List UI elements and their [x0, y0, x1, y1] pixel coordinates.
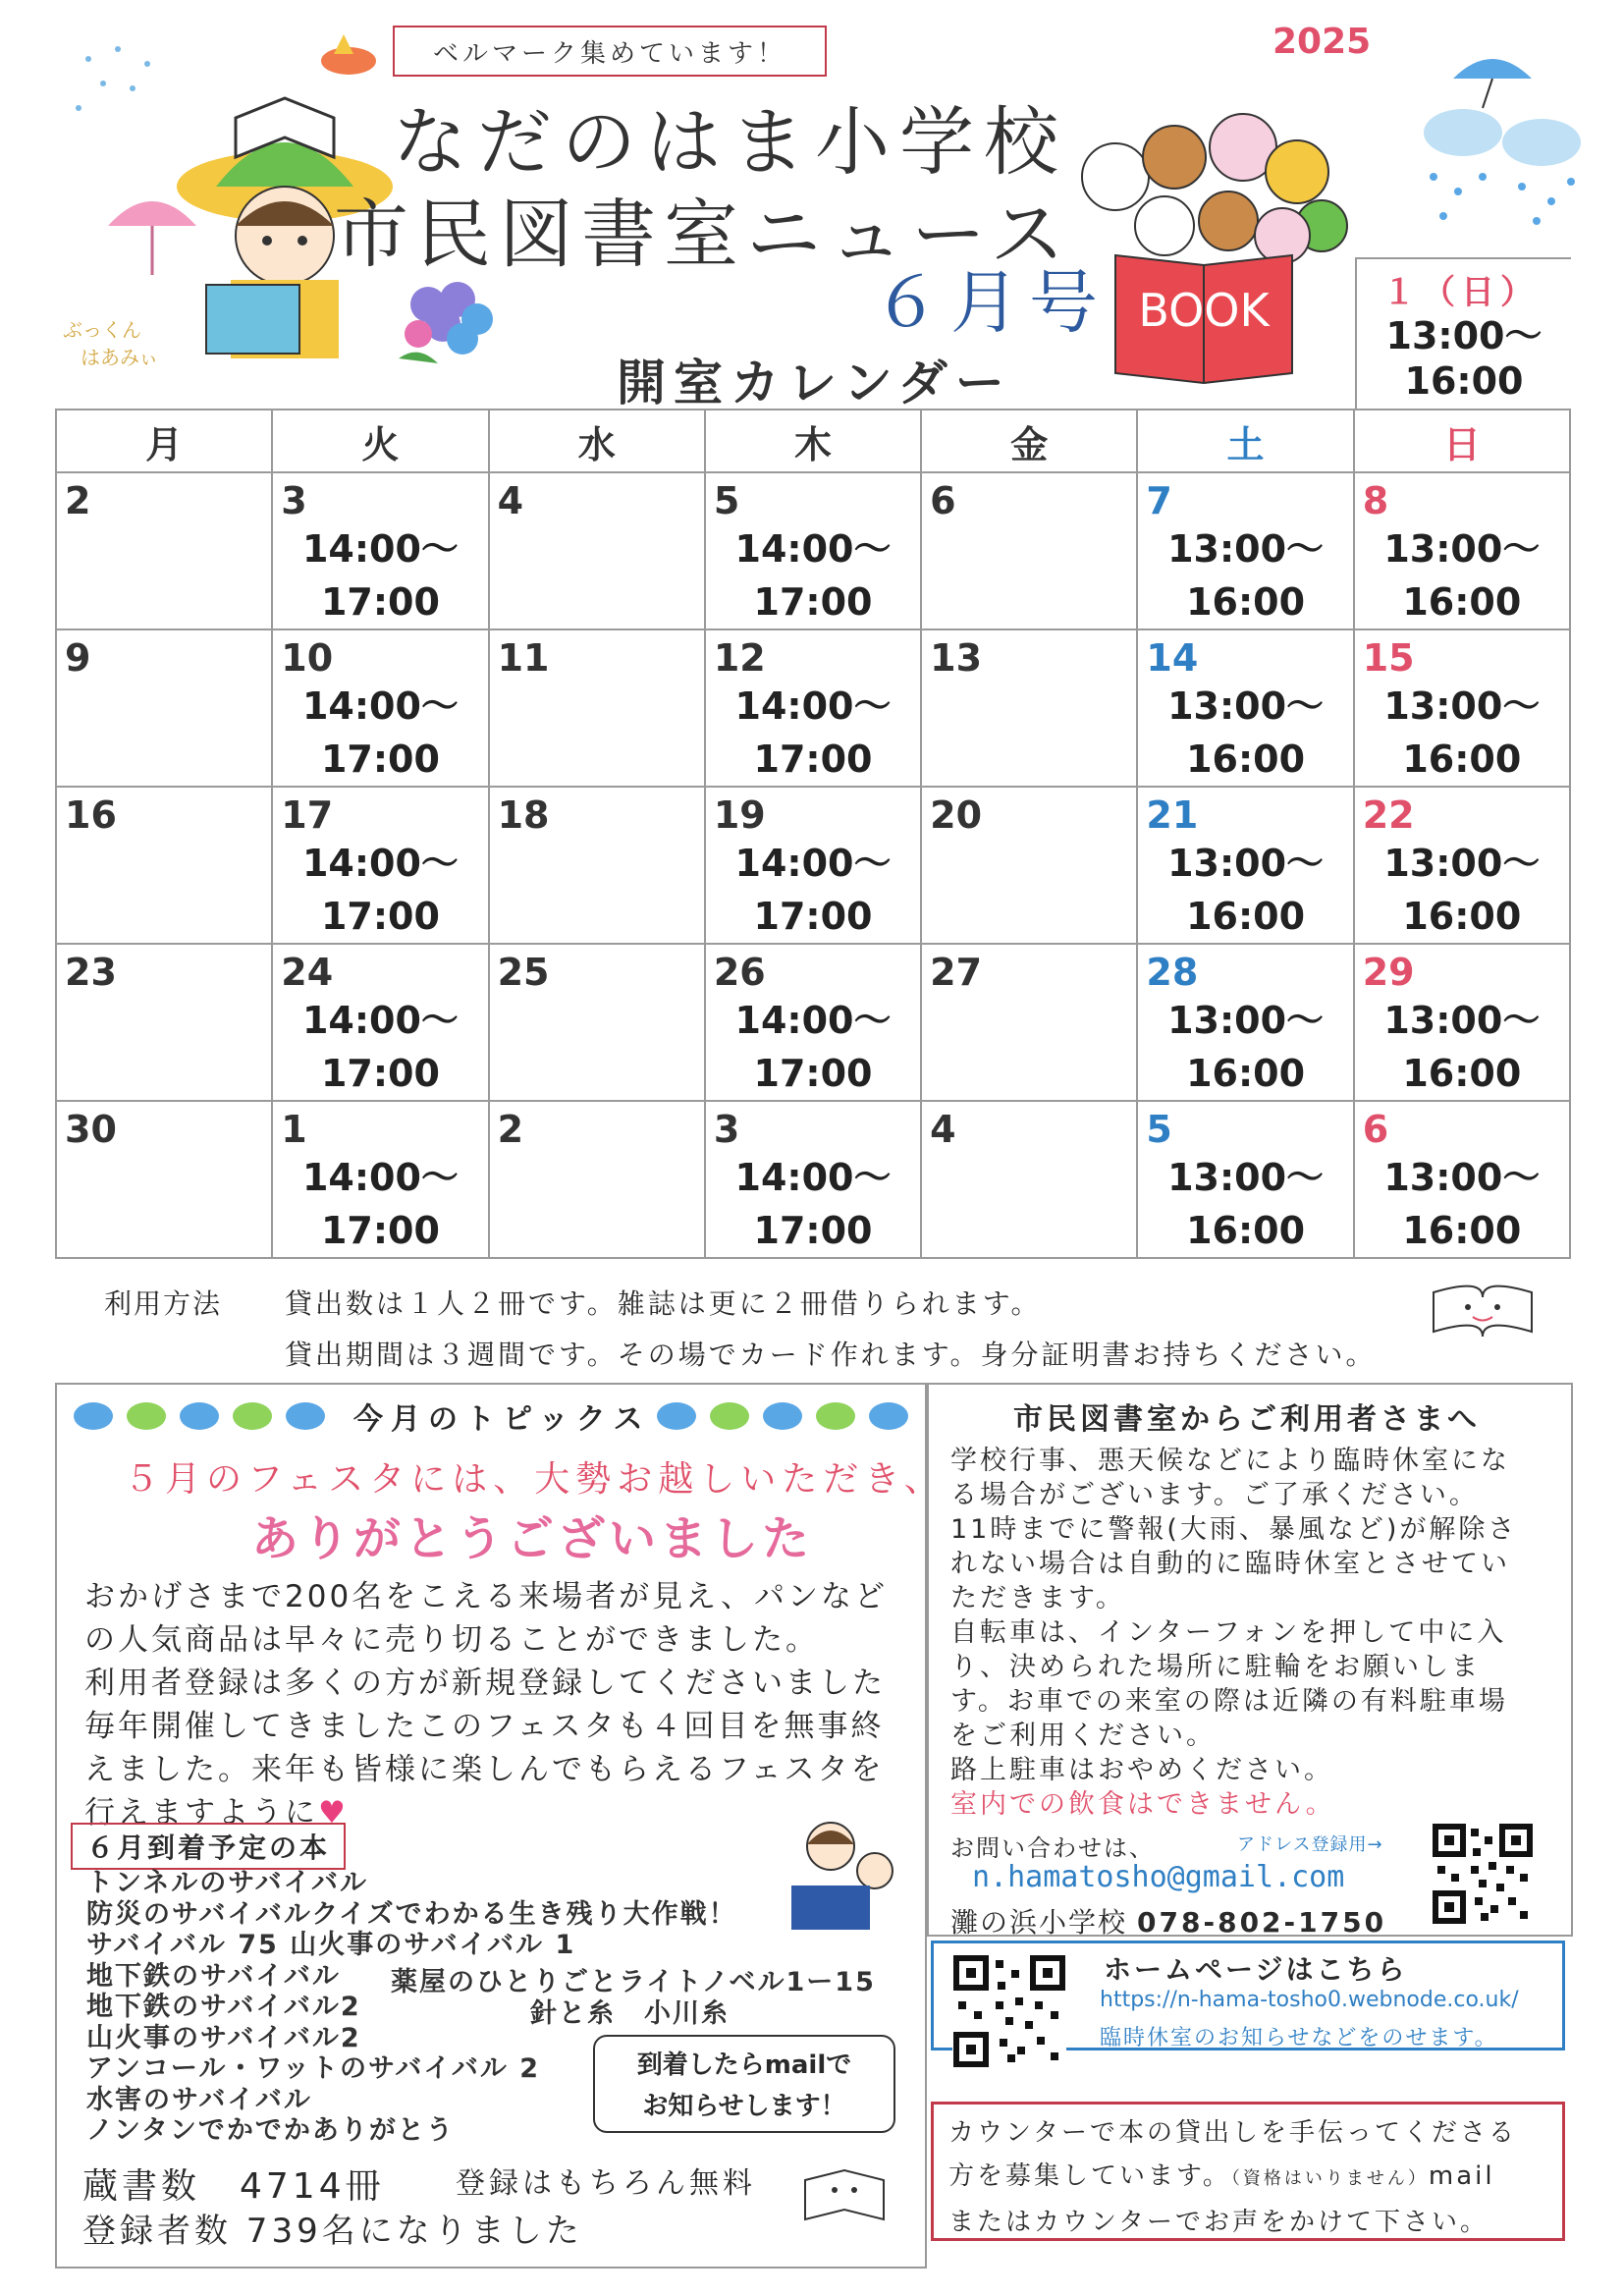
calendar-date: 6: [930, 479, 956, 522]
close-time: 17:00: [753, 580, 873, 624]
book-title: 地下鉄のサバイバル: [86, 1960, 341, 1992]
calendar-date: 27: [930, 951, 983, 994]
bubble-line1: 到着したらmailで: [636, 2050, 852, 2080]
homepage-title: ホームページはこちら: [1104, 1953, 1408, 1986]
hermit-crab-illustration: [314, 29, 383, 79]
calendar-day-cell: [489, 1101, 705, 1258]
reading-parent-child-illustration: [782, 1817, 909, 1935]
open-time: 14:00〜: [734, 842, 892, 885]
topics-title: 今月のトピックス: [353, 1402, 651, 1437]
calendar-date: 3: [713, 1108, 740, 1151]
close-time: 17:00: [320, 1052, 440, 1095]
calendar-date: 9: [65, 636, 91, 680]
message-line: り、決められた場所に駐輪をお願いしま: [950, 1652, 1481, 1682]
close-time: 17:00: [320, 895, 440, 938]
calendar-date: 3: [281, 479, 307, 522]
sunday-first-end: 16:00: [1404, 359, 1524, 403]
open-time: 13:00〜: [1167, 842, 1325, 885]
sunday-first-start: 13:00〜: [1385, 314, 1543, 357]
opening-hours: [273, 1151, 487, 1257]
open-time: 13:00〜: [1167, 999, 1325, 1042]
calendar-date: 15: [1362, 636, 1415, 680]
calendar-day-cell: [272, 1101, 488, 1258]
message-line: れない場合は自動的に臨時休室とさせてい: [950, 1549, 1510, 1579]
close-time: 16:00: [1186, 1052, 1306, 1095]
calendar-week-row: [56, 787, 1570, 944]
close-time: 17:00: [753, 1209, 873, 1252]
close-time: 17:00: [320, 1209, 440, 1252]
open-time: 13:00〜: [1383, 527, 1541, 571]
contact-email[interactable]: n.hamatosho@gmail.com: [972, 1860, 1345, 1894]
open-time: 14:00〜: [301, 999, 459, 1042]
opening-hours: [1355, 994, 1569, 1100]
calendar-day-cell: [1354, 944, 1570, 1101]
calendar-day-cell: [489, 944, 705, 1101]
open-time: 13:00〜: [1383, 842, 1541, 885]
weekday-tue: 火: [272, 410, 488, 472]
book-cover-text: BOOK: [1138, 284, 1270, 337]
message-line: 学校行事、悪天候などにより臨時休室にな: [950, 1446, 1510, 1476]
calendar-day-cell: [272, 787, 488, 944]
open-time: 13:00〜: [1167, 527, 1325, 571]
opening-hours: [1355, 837, 1569, 943]
message-line: す。お車での来室の際は近隣の有料駐車場: [950, 1686, 1508, 1717]
calendar-date: 20: [930, 793, 983, 837]
calendar-date: 2: [65, 479, 91, 522]
topics-body: [84, 1575, 909, 1834]
close-time: 16:00: [1186, 895, 1306, 938]
weekday-wed: 水: [489, 410, 705, 472]
calendar-date: 14: [1146, 636, 1199, 680]
calendar-date: 4: [497, 479, 524, 522]
calendar-date: 17: [281, 793, 334, 837]
frog-row-left-icon: [69, 1394, 334, 1434]
calendar-day-cell: [921, 787, 1137, 944]
calendar-date: 10: [281, 636, 334, 680]
open-time: 13:00〜: [1383, 684, 1541, 728]
weekday-fri: 金: [921, 410, 1137, 472]
calendar-date: 18: [497, 793, 550, 837]
opening-hours: [1138, 680, 1352, 786]
calendar-date: 22: [1362, 793, 1415, 837]
close-time: 16:00: [1186, 738, 1306, 781]
book-title: アンコール・ワットのサバイバル 2: [86, 2053, 541, 2084]
calendar-date: 6: [1362, 1108, 1389, 1151]
book-title: 山火事のサバイバル2: [86, 2022, 361, 2053]
message-line: 自転車は、インターフォンを押して中に入: [950, 1617, 1507, 1648]
member-count: 登録者数 739名になりました: [82, 2212, 583, 2251]
calendar-date: 28: [1146, 951, 1199, 994]
calendar-day-cell: [1137, 1101, 1353, 1258]
stock-count-text: 蔵書数 4714冊: [82, 2166, 385, 2207]
opening-hours: [273, 994, 487, 1100]
open-time: 14:00〜: [734, 999, 892, 1042]
calendar-day-cell: [1137, 787, 1353, 944]
topics-body-line: 毎年開催してきましたこのフェスタも４回目を無事終: [84, 1709, 885, 1744]
opening-hours: [1355, 522, 1569, 629]
stock-count: [82, 2159, 756, 2209]
opening-hours: [1138, 1151, 1352, 1257]
opening-hours: [273, 522, 487, 629]
book-title-needle-thread: 針と糸 小川糸: [530, 1998, 730, 2029]
calendar-day-cell: [1137, 472, 1353, 629]
issue-label: ６月号: [872, 262, 1108, 343]
volunteer-line3: またはカウンターでお声をかけて下さい。: [948, 2208, 1489, 2237]
calendar-date: 8: [1362, 479, 1389, 522]
close-time: 16:00: [1402, 895, 1522, 938]
calendar-day-cell: [921, 1101, 1137, 1258]
calendar-day-cell: [489, 472, 705, 629]
calendar-day-cell: [489, 787, 705, 944]
festa-thanks-line1: ５月のフェスタには、大勢お越しいただき、: [124, 1459, 946, 1500]
calendar-date: 5: [1146, 1108, 1172, 1151]
calendar-date: 21: [1146, 793, 1199, 837]
bubble-line2: お知らせします！: [642, 2092, 846, 2121]
calendar-date: 19: [713, 793, 766, 837]
opening-hours: [1138, 994, 1352, 1100]
phone-number: 078-802-1750: [1137, 1906, 1387, 1939]
heart-icon: ♥: [318, 1795, 349, 1831]
weekday-sun: 日: [1354, 410, 1570, 472]
calendar-week-row: [56, 629, 1570, 787]
calendar-day-cell: [56, 472, 272, 629]
open-time: 13:00〜: [1167, 684, 1325, 728]
opening-hours: [1355, 1151, 1569, 1257]
calendar-day-cell: [705, 629, 921, 787]
arrivals-label: ６月到着予定の本: [71, 1823, 346, 1870]
frog-row-right-icon: [652, 1394, 917, 1434]
message-line: る場合がございます。ご了承ください。: [950, 1480, 1479, 1510]
close-time: 17:00: [320, 738, 440, 781]
open-time: 14:00〜: [734, 527, 892, 571]
weekday-thu: 木: [705, 410, 921, 472]
calendar-day-cell: [705, 1101, 921, 1258]
rain-cloud-illustration: [1414, 39, 1591, 236]
calendar-day-cell: [272, 944, 488, 1101]
festa-thanks-line2: ありがとうございました: [251, 1511, 814, 1566]
calendar-day-cell: [705, 787, 921, 944]
calendar-day-cell: [489, 629, 705, 787]
weekday-header-row: [56, 410, 1570, 472]
message-line: ただきます。: [950, 1583, 1125, 1613]
volunteer-text: [948, 2111, 1538, 2244]
calendar-day-cell: [705, 472, 921, 629]
opening-hours: [1138, 522, 1352, 629]
bellmark-notice: ベルマーク集めています！: [393, 26, 827, 77]
book-mascot-icon: [795, 2160, 893, 2229]
open-time: 14:00〜: [301, 527, 459, 571]
calendar-date: 7: [1146, 479, 1172, 522]
animals-book-illustration: [1056, 88, 1351, 403]
volunteer-line2a: 方を募集しています。: [948, 2161, 1231, 2191]
school-name: 灘の浜小学校: [950, 1906, 1128, 1939]
opening-hours: [706, 1151, 920, 1257]
sunday-first-date: １（日）: [1382, 273, 1540, 312]
calendar-date: 13: [930, 636, 983, 680]
topics-body-line: えました。来年も皆様に楽しんでもらえるフェスタを: [84, 1752, 885, 1787]
newsletter-title: 市民図書室ニュース: [334, 191, 1073, 278]
book-title: 地下鉄のサバイバル2: [86, 1992, 361, 2022]
calendar-day-cell: [705, 944, 921, 1101]
contact-phone: [950, 1901, 1386, 1941]
open-time: 13:00〜: [1383, 1156, 1541, 1199]
close-time: 17:00: [753, 1052, 873, 1095]
volunteer-line2: [948, 2155, 1538, 2201]
homepage-qr-code-icon[interactable]: [952, 1954, 1066, 2068]
calendar-day-cell: [272, 629, 488, 787]
close-time: 17:00: [753, 738, 873, 781]
close-time: 17:00: [320, 580, 440, 624]
calendar-day-cell: [1354, 1101, 1570, 1258]
calendar-day-cell: [921, 944, 1137, 1101]
calendar-day-cell: [921, 472, 1137, 629]
year-label: 2025: [1272, 22, 1372, 62]
contact-label: お問い合わせは、: [950, 1834, 1155, 1862]
close-time: 16:00: [1402, 738, 1522, 781]
open-time: 14:00〜: [301, 684, 459, 728]
mascot-name: [63, 316, 158, 371]
weekday-sat: 土: [1137, 410, 1353, 472]
calendar-week-row: [56, 472, 1570, 629]
mascot-name-line1: ぶっくん: [63, 318, 141, 342]
mail-word: mail: [1428, 2161, 1495, 2191]
library-message-body: [950, 1444, 1540, 1822]
calendar-title: 開室カレンダー: [617, 355, 1012, 411]
mascot-name-line2: はあみぃ: [81, 346, 159, 369]
book-title: ノンタンでかでかありがとう: [86, 2115, 455, 2146]
open-time: 14:00〜: [734, 684, 892, 728]
usage-line-2: 貸出期間は３週間です。その場でカード作れます。身分証明書お持ちください。: [285, 1339, 1377, 1371]
calendar-date: 4: [930, 1108, 956, 1151]
calendar-date: 1: [281, 1108, 307, 1151]
calendar-date: 30: [65, 1108, 117, 1151]
opening-hours: [1355, 680, 1569, 786]
volunteer-line1: カウンターで本の貸出しを手伝ってくださる: [948, 2118, 1517, 2148]
calendar-week-row: [56, 944, 1570, 1101]
close-time: 17:00: [753, 895, 873, 938]
close-time: 16:00: [1186, 580, 1306, 624]
open-time: 14:00〜: [301, 842, 459, 885]
calendar-date: 23: [65, 951, 117, 994]
calendar-date: 11: [497, 636, 550, 680]
opening-hours: [706, 994, 920, 1100]
topics-body-line: 行えますように: [84, 1795, 318, 1831]
calendar-day-cell: [1137, 629, 1353, 787]
opening-hours: [706, 837, 920, 943]
book-title-light-novel: 薬屋のひとりごとライトノベル1ー15: [391, 1967, 876, 1997]
message-line: 路上駐車はおやめください。: [950, 1755, 1333, 1785]
usage-line-1: 貸出数は１人２冊です。雑誌は更に２冊借りられます。: [285, 1287, 1042, 1320]
open-time: 13:00〜: [1167, 1156, 1325, 1199]
calendar-date: 29: [1362, 951, 1415, 994]
close-time: 16:00: [1402, 1209, 1522, 1252]
book-title: 水害のサバイバル: [86, 2084, 312, 2115]
weekday-mon: 月: [56, 410, 272, 472]
calendar-day-cell: [56, 944, 272, 1101]
calendar-day-cell: [1354, 787, 1570, 944]
calendar-day-cell: [1354, 472, 1570, 629]
opening-hours: [706, 680, 920, 786]
open-time: 13:00〜: [1383, 999, 1541, 1042]
calendar-day-cell: [56, 1101, 272, 1258]
topics-body-line: の人気商品は早々に売り切ることができました。: [84, 1622, 819, 1658]
close-time: 16:00: [1402, 1052, 1522, 1095]
mail-notice-bubble: [593, 2035, 895, 2133]
address-register-label: アドレス登録用→: [1237, 1834, 1383, 1855]
no-eating-notice: 室内での飲食はできません。: [950, 1789, 1335, 1820]
message-line: をご利用ください。: [950, 1721, 1216, 1751]
school-name-title: なだのはま小学校: [393, 98, 1068, 186]
opening-hours: [273, 680, 487, 786]
opening-hours: [1138, 837, 1352, 943]
close-time: 16:00: [1186, 1209, 1306, 1252]
hydrangea-illustration: [389, 275, 516, 373]
open-time: 14:00〜: [301, 1156, 459, 1199]
calendar-day-cell: [1137, 944, 1353, 1101]
calendar-day-cell: [1354, 629, 1570, 787]
homepage-url[interactable]: https://n-hama-tosho0.webnode.co.uk/: [1100, 1988, 1519, 2012]
calendar-day-cell: [272, 472, 488, 629]
open-book-icon: [1424, 1273, 1542, 1341]
topics-body-line: おかげさまで200名をこえる来場者が見え、パンなど: [84, 1579, 889, 1614]
homepage-note: 臨時休室のお知らせなどをのせます。: [1100, 2026, 1498, 2050]
calendar-date: 24: [281, 951, 334, 994]
opening-hours: [706, 522, 920, 629]
book-title: 防災のサバイバルクイズでわかる生き残り大作戦！: [86, 1898, 737, 1930]
opening-hours: [273, 837, 487, 943]
no-qualification-note: （資格はいりません）: [1230, 2168, 1429, 2189]
email-qr-code-icon[interactable]: [1432, 1823, 1534, 1925]
calendar-day-cell: [56, 787, 272, 944]
book-title: サバイバル 75 山火事のサバイバル 1: [86, 1930, 576, 1960]
calendar-date: 16: [65, 793, 117, 837]
calendar-date: 5: [713, 479, 740, 522]
calendar-date: 2: [497, 1108, 524, 1151]
book-title: トンネルのサバイバル: [86, 1868, 369, 1898]
registration-free: 登録はもちろん無料: [456, 2166, 756, 2201]
calendar-date: 12: [713, 636, 766, 680]
calendar-day-cell: [921, 629, 1137, 787]
usage-label: 利用方法: [104, 1287, 223, 1320]
opening-calendar: [55, 409, 1571, 1259]
open-time: 14:00〜: [734, 1156, 892, 1199]
calendar-day-cell: [56, 629, 272, 787]
calendar-date: 26: [713, 951, 766, 994]
sunday-first-cell: [1355, 257, 1571, 410]
close-time: 16:00: [1402, 580, 1522, 624]
message-line: 11時までに警報(大雨、暴風など)が解除さ: [950, 1514, 1518, 1545]
calendar-week-row: [56, 1101, 1570, 1258]
library-message-title: 市民図書室からご利用者さまへ: [1013, 1402, 1481, 1437]
topics-body-line: 利用者登録は多くの方が新規登録してくださいました: [84, 1666, 886, 1701]
calendar-date: 25: [497, 951, 550, 994]
